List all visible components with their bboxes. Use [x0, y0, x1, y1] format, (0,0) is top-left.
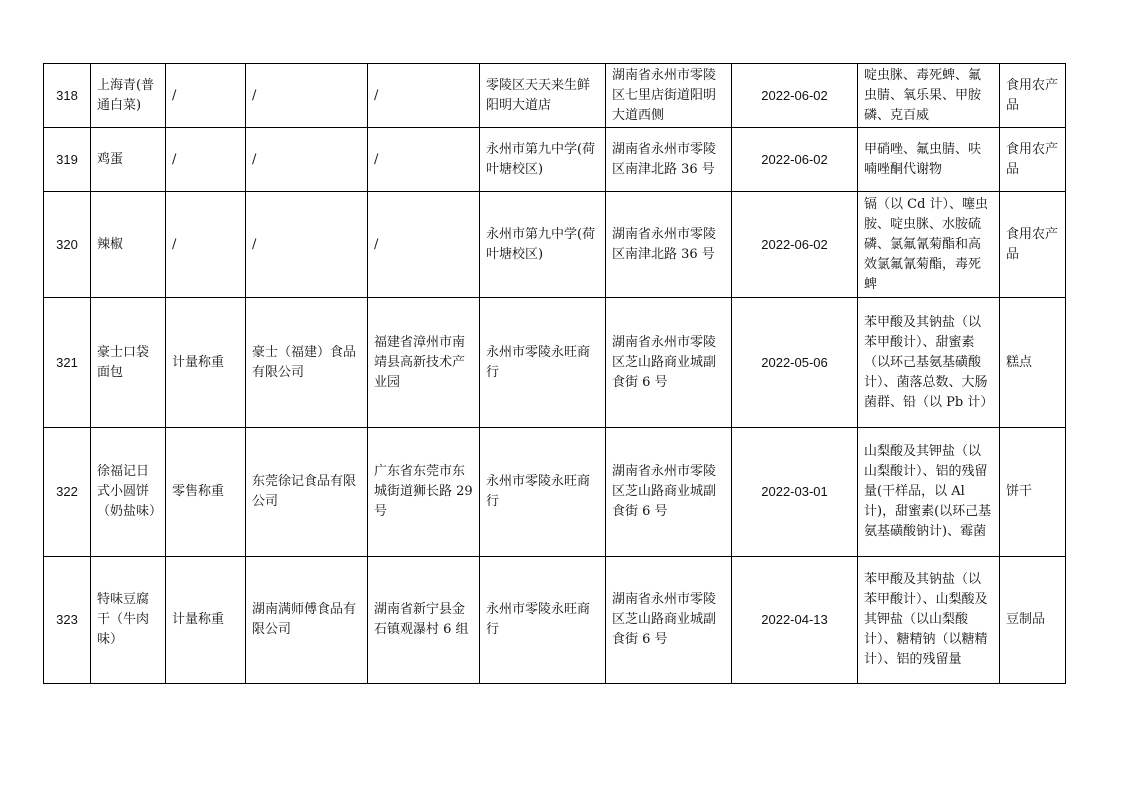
seller: 永州市零陵永旺商行 [480, 428, 606, 557]
product-name: 徐福记日式小圆饼（奶盐味） [91, 428, 166, 557]
row-number: 318 [44, 64, 91, 128]
producer: / [246, 128, 368, 192]
seller-address: 湖南省永州市零陵区芝山路商业城副食街 6 号 [606, 557, 732, 684]
table-row [44, 128, 1066, 192]
product-name: 豪士口袋面包 [91, 298, 166, 428]
table-row [44, 298, 1066, 428]
producer: 东莞徐记食品有限公司 [246, 428, 368, 557]
seller-address: 湖南省永州市零陵区芝山路商业城副食街 6 号 [606, 298, 732, 428]
spec: / [166, 192, 246, 298]
test-items: 镉（以 Cd 计）、噻虫胺、啶虫脒、水胺硫磷、氯氟氰菊酯和高效氯氟氰菊酯，毒死蜱 [858, 192, 1000, 298]
producer-address: / [368, 128, 480, 192]
spec: / [166, 64, 246, 128]
producer-address: 广东省东莞市东城街道狮长路 29 号 [368, 428, 480, 557]
producer-address: 湖南省新宁县金石镇观瀑村 6 组 [368, 557, 480, 684]
production-date: 2022-04-13 [732, 557, 858, 684]
test-items: 苯甲酸及其钠盐（以苯甲酸计）、甜蜜素（以环己基氨基磺酸计）、菌落总数、大肠菌群、铅（以 Pb 计） [858, 298, 1000, 428]
row-number: 322 [44, 428, 91, 557]
seller-address: 湖南省永州市零陵区七里店街道阳明大道西侧 [606, 64, 732, 128]
category: 豆制品 [1000, 557, 1066, 684]
product-name: 鸡蛋 [91, 128, 166, 192]
seller: 永州市第九中学(荷叶塘校区) [480, 128, 606, 192]
spec: 计量称重 [166, 298, 246, 428]
seller: 永州市零陵永旺商行 [480, 557, 606, 684]
row-number: 320 [44, 192, 91, 298]
category: 食用农产品 [1000, 128, 1066, 192]
spec: 零售称重 [166, 428, 246, 557]
producer: 湖南满师傅食品有限公司 [246, 557, 368, 684]
test-items: 甲硝唑、氟虫腈、呋喃唑酮代谢物 [858, 128, 1000, 192]
production-date: 2022-06-02 [732, 128, 858, 192]
table-row [44, 557, 1066, 684]
test-items: 啶虫脒、毒死蜱、氟虫腈、氧乐果、甲胺磷、克百威 [858, 64, 1000, 128]
producer-address: / [368, 64, 480, 128]
table-row [44, 428, 1066, 557]
test-items: 苯甲酸及其钠盐（以苯甲酸计）、山梨酸及其钾盐（以山梨酸计）、糖精钠（以糖精计）、铝的残留量 [858, 557, 1000, 684]
seller: 永州市零陵永旺商行 [480, 298, 606, 428]
production-date: 2022-05-06 [732, 298, 858, 428]
table-row [44, 64, 1066, 128]
category: 饼干 [1000, 428, 1066, 557]
row-number: 323 [44, 557, 91, 684]
product-name: 上海青(普通白菜) [91, 64, 166, 128]
category: 食用农产品 [1000, 192, 1066, 298]
product-name: 特味豆腐干（牛肉味） [91, 557, 166, 684]
production-date: 2022-06-02 [732, 192, 858, 298]
producer-address: 福建省漳州市南靖县高新技术产业园 [368, 298, 480, 428]
row-number: 319 [44, 128, 91, 192]
results-table [43, 63, 1066, 684]
row-number: 321 [44, 298, 91, 428]
spec: 计量称重 [166, 557, 246, 684]
seller-address: 湖南省永州市零陵区南津北路 36 号 [606, 128, 732, 192]
seller-address: 湖南省永州市零陵区南津北路 36 号 [606, 192, 732, 298]
production-date: 2022-06-02 [732, 64, 858, 128]
producer: / [246, 192, 368, 298]
producer: 豪士（福建）食品有限公司 [246, 298, 368, 428]
producer: / [246, 64, 368, 128]
seller-address: 湖南省永州市零陵区芝山路商业城副食街 6 号 [606, 428, 732, 557]
product-name: 辣椒 [91, 192, 166, 298]
spec: / [166, 128, 246, 192]
seller: 零陵区天天来生鲜阳明大道店 [480, 64, 606, 128]
category: 糕点 [1000, 298, 1066, 428]
producer-address: / [368, 192, 480, 298]
table-row [44, 192, 1066, 298]
production-date: 2022-03-01 [732, 428, 858, 557]
category: 食用农产品 [1000, 64, 1066, 128]
test-items: 山梨酸及其钾盐（以山梨酸计）、铝的残留量(干样品，以 Al 计)，甜蜜素(以环己基氨基磺酸钠计)、霉菌 [858, 428, 1000, 557]
seller: 永州市第九中学(荷叶塘校区) [480, 192, 606, 298]
